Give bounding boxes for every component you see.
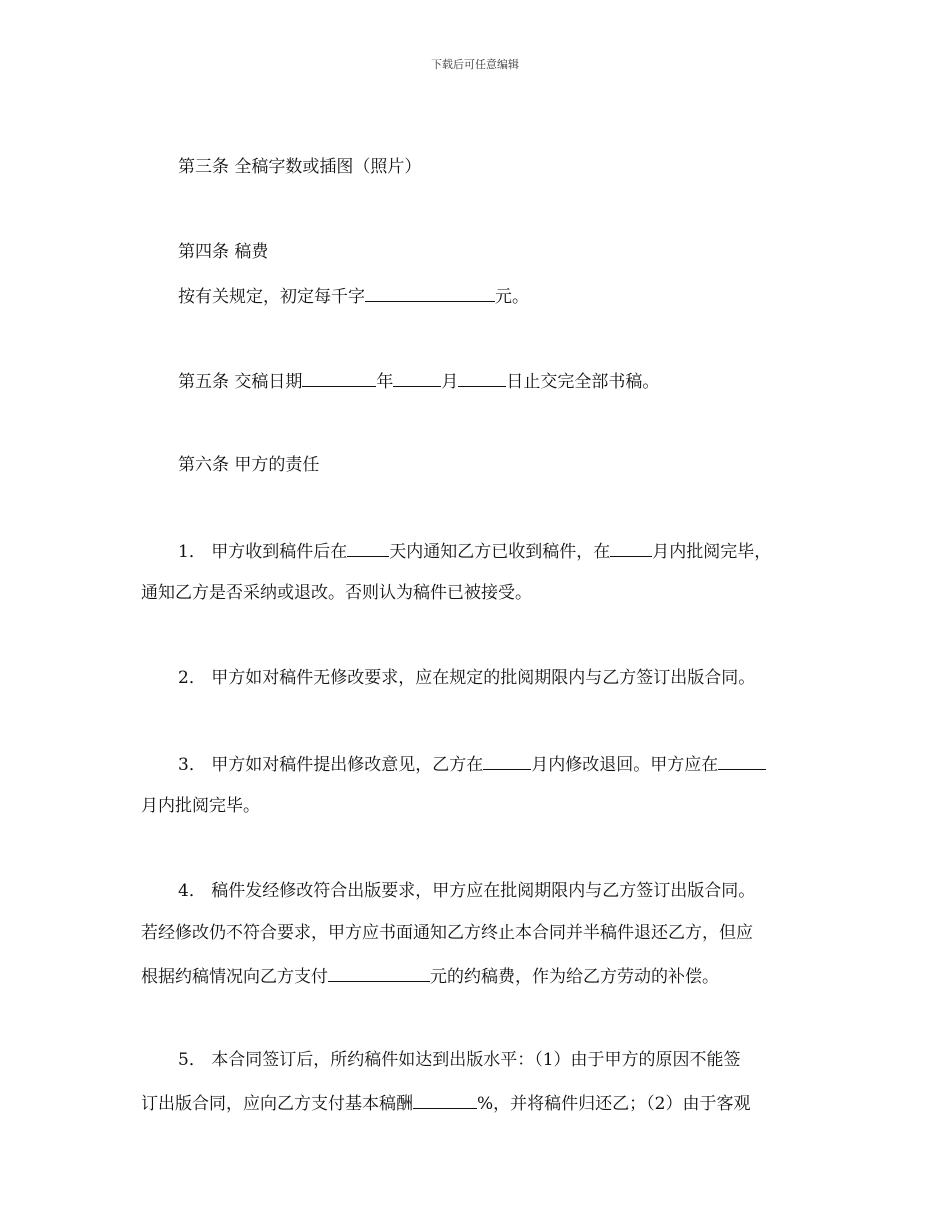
- clause-5-text-a: 订出版合同，应向乙方支付基本稿酬: [141, 1094, 413, 1114]
- fill-blank: [328, 965, 430, 982]
- clause-1-line-2: 通知乙方是否采纳或退改。否则认为稿件已被接受。: [141, 583, 532, 603]
- clause-4-line-1: 4． 稿件发经修改符合出版要求，甲方应在批阅期限内与乙方签订出版合同。: [178, 881, 756, 901]
- fill-blank: [483, 753, 531, 770]
- article-4-body: [178, 285, 529, 308]
- clause-3-text-a: 3． 甲方如对稿件提出修改意见，乙方在: [178, 755, 484, 775]
- clause-1-text-b: 天内通知乙方已收到稿件，在: [389, 542, 611, 562]
- clause-1-line-1: [178, 540, 771, 563]
- fill-blank: [347, 540, 389, 557]
- article-5-text-d: 日止交完全部书稿。: [506, 372, 660, 392]
- article-4-text-b: 元。: [495, 287, 529, 307]
- clause-1-text-c: 月内批阅完毕，: [652, 542, 772, 562]
- article-6-title: 第六条 甲方的责任: [178, 455, 320, 475]
- clause-4-text-a: 根据约稿情况向乙方支付: [141, 967, 328, 987]
- fill-blank: [365, 285, 495, 302]
- clause-5-text-b: %，并将稿件归还乙；（2）由于客观: [477, 1094, 751, 1114]
- fill-blank: [610, 540, 652, 557]
- fill-blank: [302, 370, 376, 387]
- fill-blank: [718, 753, 766, 770]
- clause-5-line-1: 5． 本合同签订后，所约稿件如达到出版水平：（1）由于甲方的原因不能签: [178, 1050, 741, 1070]
- article-5-text-b: 年: [376, 372, 394, 392]
- article-3-title: 第三条 全稿字数或插图（照片）: [178, 157, 422, 177]
- clause-3-line-2: 月内批阅完毕。: [141, 796, 260, 816]
- article-5: [178, 370, 659, 393]
- fill-blank: [393, 370, 441, 387]
- clause-4-line-2: 若经修改仍不符合要求，甲方应书面通知乙方终止本合同并半稿件退还乙方，但应: [141, 923, 753, 943]
- page-header: 下载后可任意编辑: [431, 58, 519, 71]
- clause-4-text-b: 元的约稿费，作为给乙方劳动的补偿。: [430, 967, 719, 987]
- clause-5-line-2: [141, 1092, 750, 1115]
- clause-1-text-a: 1． 甲方收到稿件后在: [178, 542, 348, 562]
- article-4-title: 第四条 稿费: [178, 242, 269, 262]
- article-5-text-a: 第五条 交稿日期: [178, 372, 303, 392]
- clause-4-line-3: [141, 965, 719, 988]
- fill-blank: [458, 370, 506, 387]
- clause-2: 2． 甲方如对稿件无修改要求，应在规定的批阅期限内与乙方签订出版合同。: [178, 668, 756, 688]
- fill-blank: [413, 1092, 477, 1109]
- article-5-text-c: 月: [441, 372, 459, 392]
- article-4-text-a: 按有关规定，初定每千字: [178, 287, 365, 307]
- clause-3-line-1: [178, 753, 766, 776]
- clause-3-text-b: 月内修改退回。甲方应在: [531, 755, 719, 775]
